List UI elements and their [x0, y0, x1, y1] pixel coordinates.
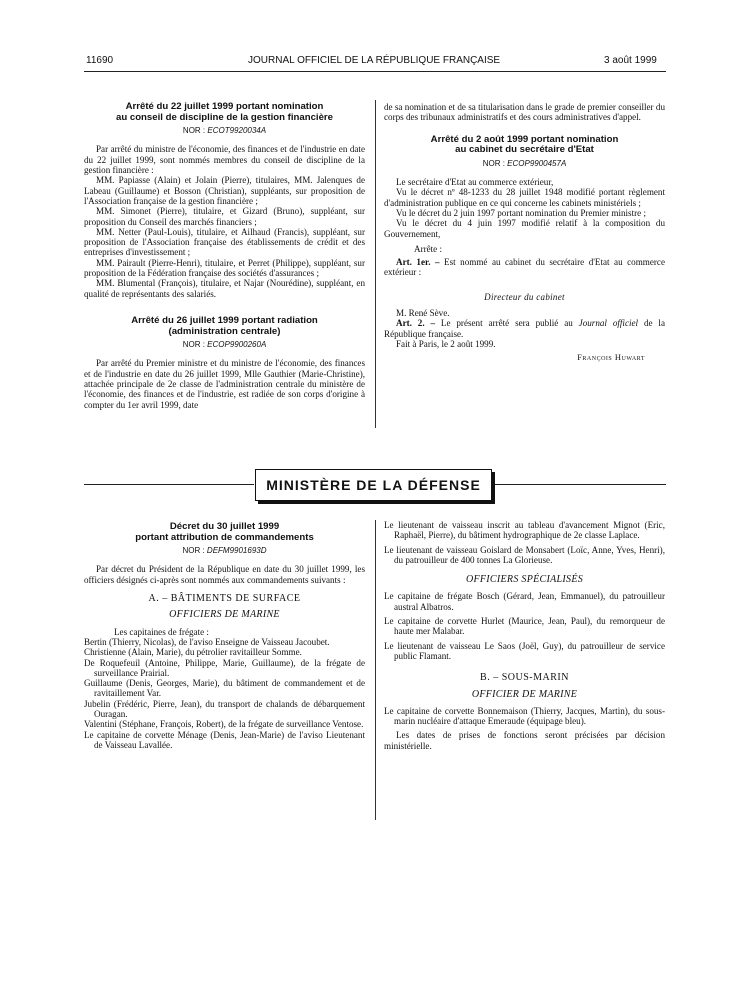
arrete3-signature: François Huwart [577, 352, 645, 363]
decret-entry: Le lieutenant de vaisseau inscrit au tableau d'avancement Mignot (Eric, Raphaël, Pierre), du bâtiment hydrographique de 2e classe Laplace. [384, 520, 665, 541]
decret-entry: Jubelin (Frédéric, Pierre, Jean), du transport de chalands de débarquement Ouragan. [84, 698, 365, 720]
column-divider [375, 100, 376, 428]
decret-entry: Bertin (Thierry, Nicolas), de l'aviso Enseigne de Vaisseau Jacoubet. [84, 636, 330, 647]
capitaines-fregate: Les capitaines de frégate : [114, 626, 209, 637]
officiers-specialises-heading: OFFICIERS SPÉCIALISÉS [465, 574, 584, 586]
decret-nor: NOR : DEFM9901693D [182, 546, 267, 556]
arrete3-person: M. René Sève. [396, 308, 450, 319]
decret-entry: Christienne (Alain, Marie), du pétrolier ravitailleur Somme. [84, 647, 302, 658]
issue-date: 3 août 1999 [604, 55, 657, 66]
right-column-top [384, 102, 665, 363]
arrete1-para: Par arrêté du ministre de l'économie, des finances et de l'industrie en date du 22 juillet 1999, sont nommés membres du conseil de discipline de la gestion financière : [84, 144, 365, 176]
arrete3-arrete: Arrête : [414, 243, 443, 254]
arrete1-para: MM. Pairault (Pierre-Henri), titulaire, et Perret (Philippe), suppléant, sur proposition de la Fédération française des sociétés d'assurances ; [84, 257, 365, 279]
decret-entry: Le capitaine de frégate Bosch (Gérard, Jean, Emmanuel), du patrouilleur austral Albatros. [384, 591, 665, 612]
arrete2-title: Arrêté du 26 juillet 1999 portant radiation (administration centrale) [131, 314, 318, 337]
arrete1-nor: NOR : ECOT9920034A [182, 126, 267, 136]
arrete1-para: MM. Blumental (François), titulaire, et Najar (Nourédine), suppléant, en qualité de représentants des salariés. [84, 278, 365, 299]
left-column-top [84, 102, 365, 410]
decret-entry: Le capitaine de corvette Hurlet (Maurice, Jean, Paul), du remorqueur de haute mer Malabar. [384, 616, 665, 637]
arrete1-para: MM. Simonet (Pierre), titulaire, et Gizard (Bruno), suppléant, sur proposition du Conseil des marchés financiers ; [84, 206, 365, 227]
decret-title: Décret du 30 juillet 1999 portant attribution de commandements [135, 521, 314, 543]
arrete1-para: MM. Netter (Paul-Louis), titulaire, et Ailhaud (Francis), suppléant, sur proposition de l'Association française des établissements de crédit et des entreprises d'investissement ; [84, 226, 365, 258]
arrete3-art1: Art. 1er. – Est nommé au cabinet du secrétaire d'Etat au commerce extérieur : [384, 257, 666, 278]
arrete3-art2: Art. 2. – Le présent arrêté sera publié au Journal officiel de la République française. [384, 318, 665, 339]
arrete2-continuation: de sa nomination et de sa titularisation dans le grade de premier conseiller du corps des tribunaux administratifs et des cours administratives d'appel. [384, 102, 665, 123]
journal-title: JOURNAL OFFICIEL DE LA RÉPUBLIQUE FRANÇAISE [248, 55, 501, 66]
arrete3-fait: Fait à Paris, le 2 août 1999. [396, 338, 496, 349]
arrete1-title: Arrêté du 22 juillet 1999 portant nomination au conseil de discipline de la gestion financière [116, 101, 333, 123]
decret-closing: Les dates de prises de fonctions seront précisées par décision ministérielle. [384, 730, 665, 751]
arrete2-nor: NOR : ECOP9900260A [182, 340, 267, 350]
arrete3-visa: Le secrétaire d'Etat au commerce extérieur, [396, 177, 554, 188]
right-column-bottom [384, 520, 665, 751]
arrete3-title: Arrêté du 2 août 1999 portant nomination au cabinet du secrétaire d'Etat [430, 133, 619, 156]
decret-entry: De Roquefeuil (Antoine, Philippe, Marie, Guillaume), de la frégate de surveillance Prairial. [84, 657, 365, 678]
arrete2-para: Par arrêté du Premier ministre et du ministre de l'économie, des finances et de l'industrie en date du 26 juillet 1999, Mlle Gauthier (Marie-Christine), attachée principale de 2e classe de l'administration centrale du ministère de l'économie, des finances et de l'industrie, est radiée de son corps d'origine à compter du 1er avril 1999, date [84, 358, 365, 410]
arrete3-visa: Vu le décret nº 48-1233 du 28 juillet 1948 modifié portant règlement d'administration publique en ce qui concerne les cabinets ministériels ; [384, 187, 665, 208]
officier-marine-heading: OFFICIER DE MARINE [471, 688, 578, 700]
banner-rule-left [84, 484, 254, 485]
decret-entry: Le capitaine de corvette Ménage (Denis, Jean-Marie) de l'aviso Lieutenant de Vaisseau Lavallée. [84, 729, 365, 750]
decret-entry: Guillaume (Denis, Georges, Marie), du bâtiment de commandement et de ravitaillement Var. [84, 678, 365, 699]
arrete3-function: Directeur du cabinet [484, 291, 565, 302]
page-number: 11690 [86, 55, 114, 66]
column-divider-bottom [375, 520, 376, 820]
decret-entry: Le capitaine de corvette Bonnemaison (Thierry, Jacques, Martin), du sous-marin nucléaire d'attaque Emeraude (équipage bleu). [384, 705, 665, 727]
arrete1-para: MM. Papiasse (Alain) et Jolain (Pierre), titulaires, MM. Jalenques de Labeau (Guillaume) et Bosson (Christian), suppléants, sur proposition de l'Association française de la gestion financière ; [84, 175, 365, 206]
arrete3-visa: Vu le décret du 4 juin 1997 modifié relatif à la composition du Gouvernement, [384, 218, 665, 239]
ministry-banner: MINISTÈRE DE LA DÉFENSE [255, 469, 492, 501]
officiers-marine-heading: OFFICIERS DE MARINE [169, 609, 280, 621]
decret-entry: Valentini (Stéphane, François, Robert), de la frégate de surveillance Ventose. [84, 719, 364, 730]
decret-entry: Le lieutenant de vaisseau Goislard de Monsabert (Loïc, Anne, Yves, Henri), du patrouilleur de 400 tonnes La Glorieuse. [384, 544, 665, 565]
banner-rule-right [494, 484, 666, 485]
decret-entry: Le lieutenant de vaisseau Le Saos (Joël, Guy), du patrouilleur de service public Flamant. [384, 640, 665, 661]
arrete3-nor: NOR : ECOP9900457A [482, 158, 567, 168]
decret-intro: Par décret du Président de la République en date du 30 juillet 1999, les officiers désignés ci-après sont nommés aux commandements suivants : [84, 564, 365, 585]
section-b-heading: B. – SOUS-MARIN [480, 672, 569, 684]
header-rule [84, 71, 666, 72]
arrete3-visa: Vu le décret du 2 juin 1997 portant nomination du Premier ministre ; [396, 207, 646, 218]
left-column-bottom [84, 522, 365, 750]
section-a-heading: A. – BÂTIMENTS DE SURFACE [148, 593, 301, 605]
